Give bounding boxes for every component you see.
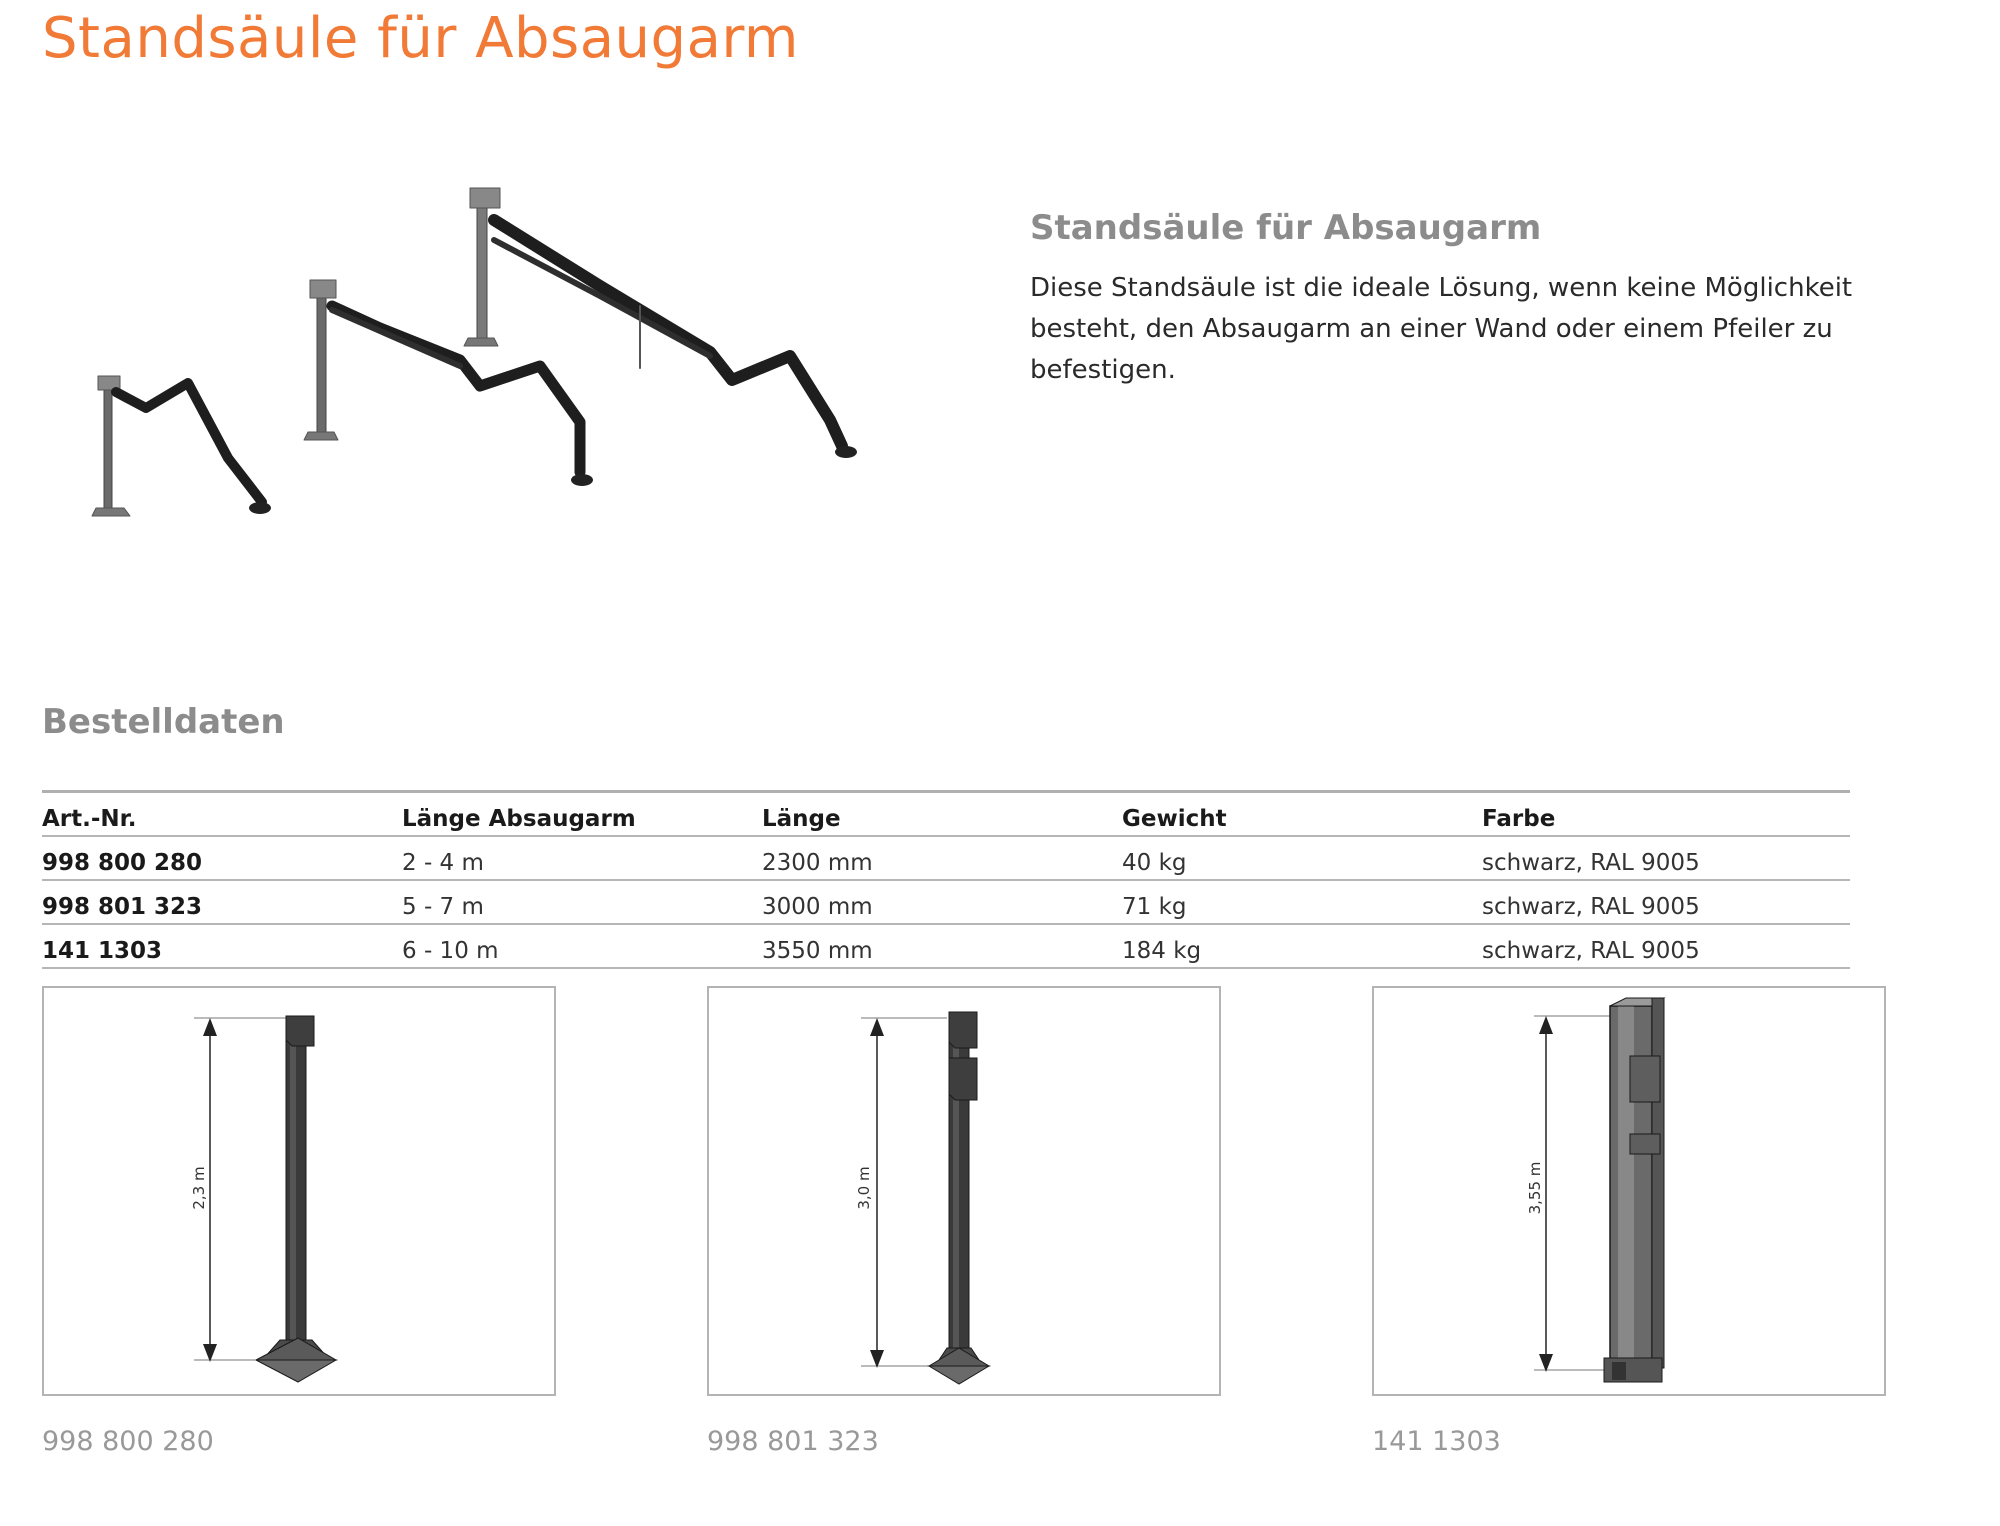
pillar-drawing-frame bbox=[42, 986, 556, 1396]
pillar-drawings bbox=[42, 986, 1942, 1486]
column-header-color: Farbe bbox=[1482, 792, 1850, 837]
article-number-cell: 998 801 323 bbox=[42, 880, 402, 924]
article-number-cell: 141 1303 bbox=[42, 924, 402, 968]
description-text: Diese Standsäule ist die ideale Lösung, wenn keine Möglichkeit besteht, den Absaugarm an einer Wand oder einem Pfeiler zu befestigen. bbox=[1030, 273, 1853, 385]
pillar-drawing-card bbox=[1372, 986, 1886, 1457]
column-header-article-number: Art.-Nr. bbox=[42, 792, 402, 837]
dimension-label: 3,0 m bbox=[855, 1166, 873, 1210]
table-header-row bbox=[42, 792, 1850, 837]
length-cell: 2300 mm bbox=[762, 836, 1122, 880]
arm-length-cell: 6 - 10 m bbox=[402, 924, 762, 968]
column-header-weight: Gewicht bbox=[1122, 792, 1482, 837]
pillar-drawing-card bbox=[707, 986, 1221, 1457]
drawing-caption: 141 1303 bbox=[1372, 1426, 1501, 1457]
pillar-drawing bbox=[44, 988, 554, 1394]
length-cell: 3000 mm bbox=[762, 880, 1122, 924]
article-number-cell: 998 800 280 bbox=[42, 836, 402, 880]
drawing-caption: 998 801 323 bbox=[707, 1426, 879, 1457]
dimension-label: 3,55 m bbox=[1526, 1161, 1544, 1215]
table-row bbox=[42, 836, 1850, 880]
pillar-drawing bbox=[1374, 988, 1884, 1394]
table-row bbox=[42, 924, 1850, 968]
color-cell: schwarz, RAL 9005 bbox=[1482, 924, 1850, 968]
drawing-caption: 998 800 280 bbox=[42, 1426, 214, 1457]
description-block bbox=[1030, 208, 1910, 391]
table-row bbox=[42, 880, 1850, 924]
order-data-heading: Bestelldaten bbox=[42, 702, 285, 742]
pillar-drawing-frame bbox=[707, 986, 1221, 1396]
length-cell: 3550 mm bbox=[762, 924, 1122, 968]
column-header-length: Länge bbox=[762, 792, 1122, 837]
extraction-arms-on-pillars-image bbox=[80, 180, 880, 540]
pillar-drawing-card bbox=[42, 986, 556, 1457]
page-title: Standsäule für Absaugarm bbox=[42, 6, 799, 71]
color-cell: schwarz, RAL 9005 bbox=[1482, 836, 1850, 880]
arm-length-cell: 2 - 4 m bbox=[402, 836, 762, 880]
weight-cell: 184 kg bbox=[1122, 924, 1482, 968]
pillar-drawing bbox=[709, 988, 1219, 1394]
column-header-arm-length: Länge Absaugarm bbox=[402, 792, 762, 837]
description-title: Standsäule für Absaugarm bbox=[1030, 208, 1542, 248]
product-illustration bbox=[80, 180, 880, 540]
order-data-table bbox=[42, 790, 1850, 969]
weight-cell: 71 kg bbox=[1122, 880, 1482, 924]
arm-length-cell: 5 - 7 m bbox=[402, 880, 762, 924]
color-cell: schwarz, RAL 9005 bbox=[1482, 880, 1850, 924]
pillar-drawing-frame bbox=[1372, 986, 1886, 1396]
dimension-label: 2,3 m bbox=[190, 1166, 208, 1210]
weight-cell: 40 kg bbox=[1122, 836, 1482, 880]
